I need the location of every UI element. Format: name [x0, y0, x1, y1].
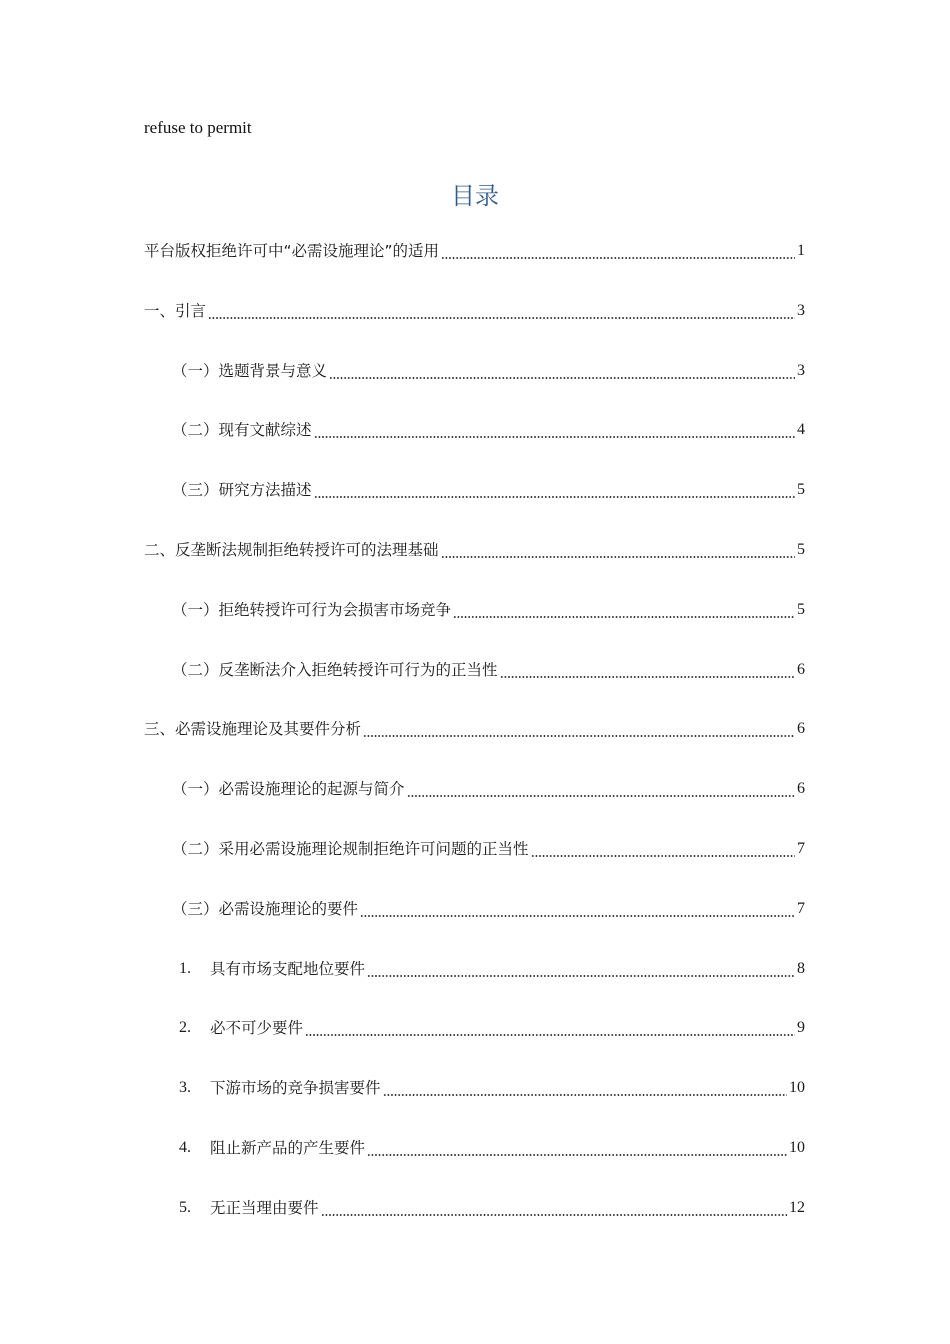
- toc-dot-leader: [305, 1018, 795, 1038]
- toc-entry-page-number: 5: [797, 541, 805, 558]
- toc-dot-leader: [383, 1078, 787, 1098]
- toc-entry-page-number: 8: [797, 959, 805, 977]
- toc-entry-page-number: 1: [797, 242, 805, 259]
- toc-entry-text: （一）必需设施理论的起源与简介: [172, 780, 405, 799]
- toc-entry[interactable]: [172, 835, 805, 859]
- toc-title: 目录: [451, 182, 499, 210]
- toc-dot-leader: [314, 480, 795, 500]
- toc-entry-page-number: 9: [797, 1019, 805, 1037]
- toc-entry[interactable]: [179, 1014, 805, 1038]
- toc-dot-leader: [453, 600, 795, 620]
- toc-entry-text: 必不可少要件: [210, 1019, 304, 1038]
- toc-entry-number: 1.: [179, 959, 191, 977]
- toc-entry[interactable]: [172, 656, 805, 680]
- toc-entry[interactable]: [144, 237, 805, 261]
- toc-entry-number: 5.: [179, 1198, 191, 1216]
- toc-entry[interactable]: [172, 596, 805, 620]
- toc-entry[interactable]: [144, 297, 805, 321]
- toc-entry-text: 三、必需设施理论及其要件分析: [144, 720, 362, 739]
- toc-entry-text: 二、反垄断法规制拒绝转授许可的法理基础: [144, 541, 439, 559]
- toc-entry-text: （二）反垄断法介入拒绝转授许可行为的正当性: [172, 660, 498, 679]
- toc-entry[interactable]: [172, 476, 805, 500]
- toc-entry-number: 3.: [179, 1079, 191, 1097]
- toc-dot-leader: [208, 301, 795, 321]
- toc-entry-page-number: 10: [789, 1079, 805, 1097]
- toc-entry-page-number: 6: [797, 780, 805, 798]
- toc-entry[interactable]: [144, 715, 805, 739]
- toc-entry-text: 一、引言: [144, 301, 207, 320]
- toc-dot-leader: [314, 420, 795, 440]
- toc-entry-text: （二）现有文献综述: [172, 421, 312, 440]
- toc-entry-page-number: 6: [797, 660, 805, 678]
- toc-entry-page-number: 5: [797, 600, 805, 618]
- toc-entry-number: 2.: [179, 1019, 191, 1037]
- toc-entry-page-number: 7: [797, 899, 805, 917]
- toc-entry-page-number: 7: [797, 840, 805, 857]
- toc-dot-leader: [407, 779, 795, 799]
- toc-entry[interactable]: [179, 1074, 805, 1098]
- toc-entry-text: （三）必需设施理论的要件: [172, 899, 359, 918]
- toc-entry[interactable]: [172, 357, 805, 381]
- toc-entry[interactable]: [179, 955, 805, 979]
- toc-entry-text: 阻止新产品的产生要件: [210, 1139, 366, 1157]
- toc-entry-text: （三）研究方法描述: [172, 481, 312, 500]
- toc-entry-page-number: 6: [797, 720, 805, 738]
- toc-dot-leader: [441, 241, 795, 261]
- toc-dot-leader: [500, 660, 795, 680]
- toc-entry-text: （二）采用必需设施理论规制拒绝许可问题的正当性: [172, 840, 529, 858]
- toc-dot-leader: [363, 719, 795, 739]
- intro-text: refuse to permit: [144, 118, 252, 137]
- toc-entry-page-number: 5: [797, 481, 805, 499]
- toc-entry-page-number: 10: [789, 1139, 805, 1156]
- toc-entry-page-number: 12: [789, 1198, 805, 1216]
- toc-entry[interactable]: [144, 536, 805, 560]
- toc-dot-leader: [441, 540, 795, 560]
- toc-dot-leader: [367, 959, 795, 979]
- toc-entry-text: 具有市场支配地位要件: [210, 959, 366, 978]
- toc-entry[interactable]: [179, 1134, 805, 1158]
- toc-entry-text: 平台版权拒绝许可中“必需设施理论”的适用: [144, 242, 440, 260]
- toc-entry-number: 4.: [179, 1139, 191, 1156]
- toc-entry[interactable]: [179, 1194, 805, 1218]
- toc-dot-leader: [367, 1138, 787, 1158]
- toc-entry-text: （一）拒绝转授许可行为会损害市场竞争: [172, 600, 452, 619]
- toc-dot-leader: [360, 899, 795, 919]
- toc-entry-page-number: 3: [797, 361, 805, 379]
- toc-entry[interactable]: [172, 775, 805, 799]
- toc-entry[interactable]: [172, 895, 805, 919]
- toc-entry-page-number: 3: [797, 301, 805, 319]
- toc-entry-text: （一）选题背景与意义: [172, 361, 328, 380]
- toc-entry-text: 无正当理由要件: [210, 1198, 319, 1217]
- toc-entry[interactable]: [172, 416, 805, 440]
- toc-dot-leader: [321, 1198, 787, 1218]
- toc-entry-page-number: 4: [797, 421, 805, 439]
- toc-dot-leader: [531, 839, 795, 859]
- toc-dot-leader: [329, 361, 795, 381]
- toc-entry-text: 下游市场的竞争损害要件: [210, 1079, 381, 1098]
